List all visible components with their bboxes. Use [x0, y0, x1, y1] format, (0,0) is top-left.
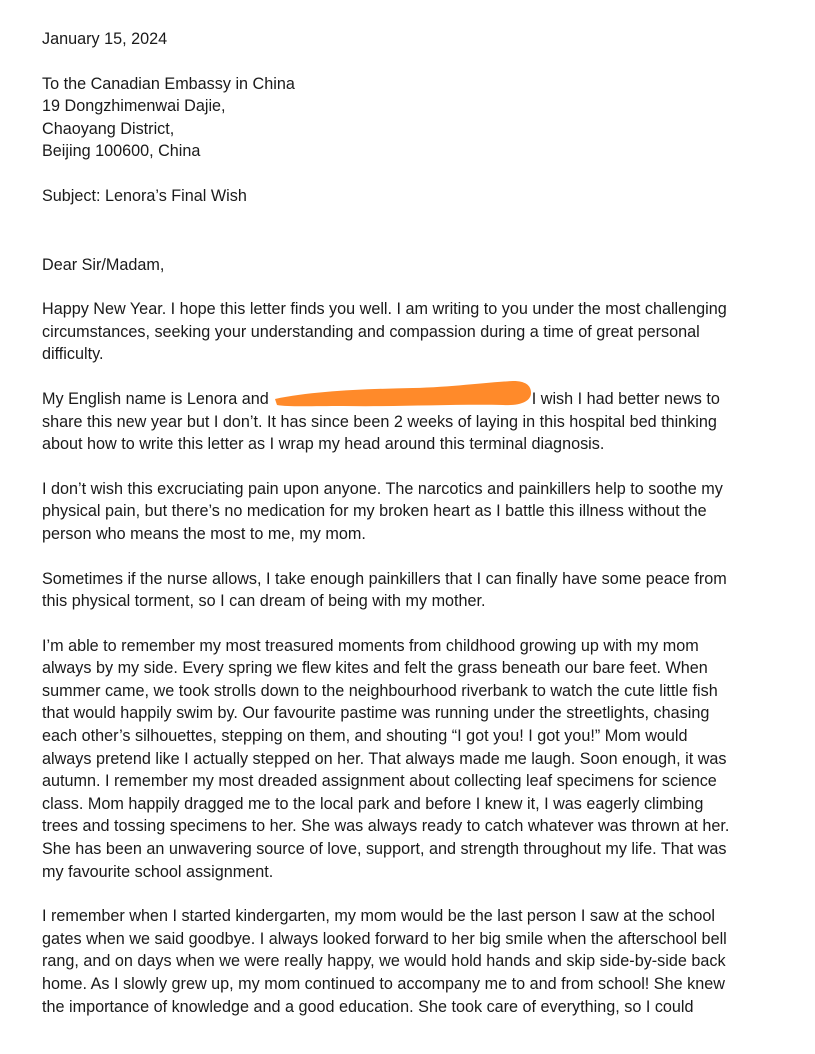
paragraph-line: each other’s silhouettes, stepping on them, and shouting “I got you! I got you!” Mom would: [42, 727, 688, 746]
paragraph-line: I remember when I started kindergarten, my mom would be the last person I saw at the school: [42, 907, 715, 926]
paragraph-memories: [42, 635, 782, 884]
address-line: Beijing 100600, China: [42, 142, 201, 161]
name-line-start: My English name is Lenora and: [42, 389, 269, 408]
paragraph-line: I don’t wish this excruciating pain upon anyone. The narcotics and painkillers help to soothe my: [42, 479, 723, 498]
paragraph-line: the importance of knowledge and a good education. She took care of everything, so I could: [42, 997, 694, 1016]
paragraph-line: always by my side. Every spring we flew kites and felt the grass beneath our bare feet. When: [42, 659, 708, 678]
letter-body: [42, 28, 782, 1018]
paragraph-line: physical pain, but there’s no medication for my broken heart as I battle this illness without the: [42, 502, 707, 521]
paragraph-line: share this new year but I don’t. It has since been 2 weeks of laying in this hospital bed thinking: [42, 412, 717, 431]
redaction-scribble: [273, 379, 535, 409]
paragraph-line: Sometimes if the nurse allows, I take enough painkillers that I can finally have some peace from: [42, 569, 727, 588]
paragraph-line: home. As I slowly grew up, my mom continued to accompany me to and from school! She knew: [42, 975, 725, 993]
paragraph-pain: [42, 478, 782, 546]
letter-salutation: Dear Sir/Madam,: [42, 255, 165, 274]
paragraph-line: that would happily swim by. Our favourite pastime was running under the streetlights, chasing: [42, 704, 710, 723]
paragraph-line: Happy New Year. I hope this letter finds you well. I am writing to you under the most challenging: [42, 300, 727, 319]
paragraph-line: autumn. I remember my most dreaded assignment about collecting leaf specimens for science: [42, 772, 717, 791]
paragraph-line: trees and tossing specimens to her. She was always ready to catch whatever was thrown at her.: [42, 817, 730, 836]
address-line: 19 Dongzhimenwai Dajie,: [42, 97, 226, 116]
paragraph-line: difficulty.: [42, 345, 104, 364]
redaction-mark: [273, 388, 527, 410]
letter-date: January 15, 2024: [42, 30, 168, 48]
paragraph-kindergarten: [42, 905, 782, 1018]
paragraph-name: [42, 388, 782, 456]
paragraph-line: person who means the most to me, my mom.: [42, 524, 366, 543]
paragraph-line: [42, 388, 782, 411]
paragraph-line: always pretend like I actually stepped on her. That always made me laugh. Soon enough, it was: [42, 749, 727, 768]
paragraph-line: I’m able to remember my most treasured moments from childhood growing up with my mom: [42, 636, 699, 655]
address-line: To the Canadian Embassy in China: [42, 74, 295, 93]
letter-subject: Subject: Lenora’s Final Wish: [42, 186, 247, 205]
paragraph-line: She has been an unwavering source of love, support, and strength throughout my life. That was: [42, 840, 727, 859]
paragraph-line: about how to write this letter as I wrap my head around this terminal diagnosis.: [42, 435, 605, 454]
paragraph-line: this physical torment, so I can dream of being with my mother.: [42, 592, 486, 611]
paragraph-line: my favourite school assignment.: [42, 862, 274, 881]
paragraph-intro: [42, 298, 782, 366]
address-line: Chaoyang District,: [42, 119, 175, 138]
paragraph-line: summer came, we took strolls down to the neighbourhood riverbank to watch the cute little fish: [42, 681, 718, 700]
paragraph-line: gates when we said goodbye. I always looked forward to her big smile when the afterschool bell: [42, 929, 727, 948]
recipient-address: [42, 73, 782, 163]
paragraph-dream: [42, 568, 782, 613]
paragraph-line: rang, and on days when we were really happy, we would hold hands and skip side-by-side back: [42, 952, 726, 971]
name-line-end: I wish I had better news to: [531, 389, 720, 408]
paragraph-line: class. Mom happily dragged me to the local park and before I knew it, I was eagerly climbing: [42, 794, 704, 813]
paragraph-line: circumstances, seeking your understanding and compassion during a time of great personal: [42, 322, 700, 341]
